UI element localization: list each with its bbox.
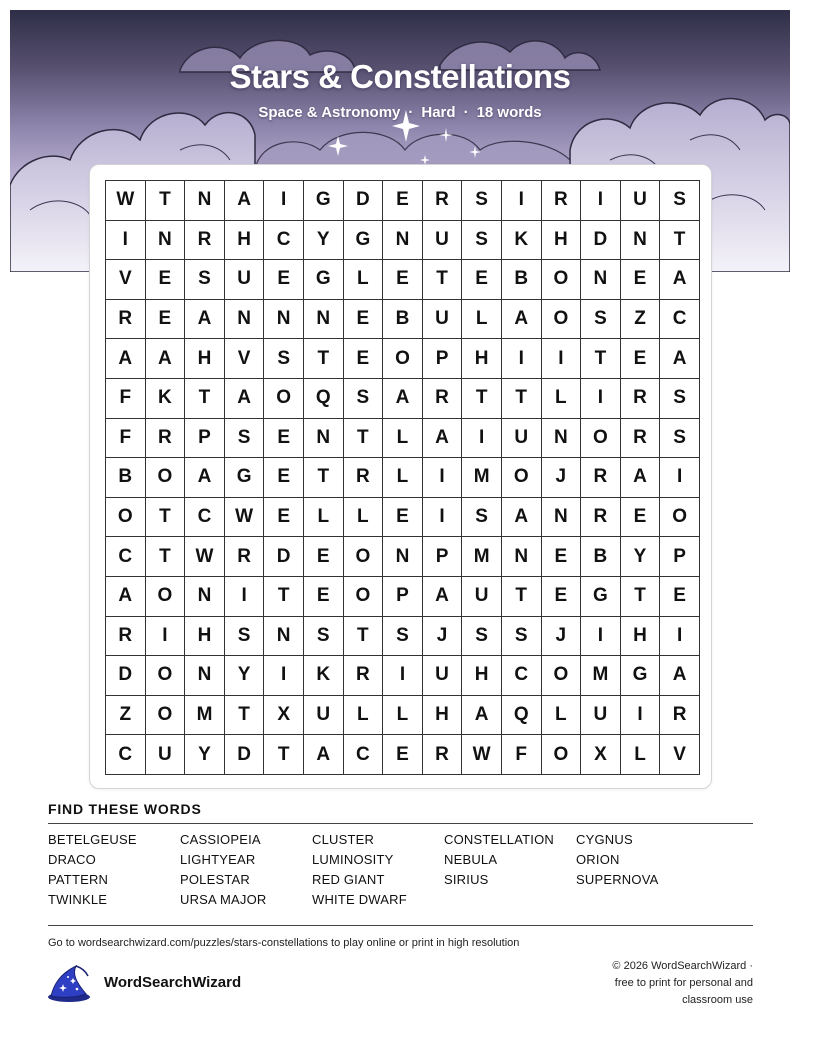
grid-cell[interactable]: S xyxy=(660,181,700,221)
grid-cell[interactable]: A xyxy=(225,379,265,419)
grid-cell[interactable]: I xyxy=(106,221,146,261)
word-list-item: PATTERN xyxy=(48,872,109,887)
word-list-item: SUPERNOVA xyxy=(576,872,659,887)
grid-cell[interactable]: E xyxy=(344,300,384,340)
grid-cell[interactable]: D xyxy=(344,181,384,221)
grid-cell[interactable]: E xyxy=(304,577,344,617)
grid-cell[interactable]: Y xyxy=(225,656,265,696)
grid-cell[interactable]: O xyxy=(106,498,146,538)
grid-cell[interactable]: O xyxy=(542,260,582,300)
grid-cell[interactable]: L xyxy=(344,696,384,736)
grid-cell[interactable]: O xyxy=(542,300,582,340)
grid-cell[interactable]: I xyxy=(581,379,621,419)
grid-cell[interactable]: E xyxy=(621,339,661,379)
grid-cell[interactable]: I xyxy=(581,181,621,221)
grid-cell[interactable]: L xyxy=(383,458,423,498)
grid-cell[interactable]: I xyxy=(462,419,502,459)
grid-cell[interactable]: G xyxy=(225,458,265,498)
grid-cell[interactable]: A xyxy=(106,339,146,379)
grid-cell[interactable]: N xyxy=(146,221,186,261)
grid-cell[interactable]: N xyxy=(185,656,225,696)
grid-cell[interactable]: T xyxy=(344,419,384,459)
grid-cell[interactable]: E xyxy=(383,260,423,300)
grid-cell[interactable]: T xyxy=(621,577,661,617)
grid-cell[interactable]: R xyxy=(106,300,146,340)
grid-cell[interactable]: S xyxy=(383,617,423,657)
grid-cell[interactable]: O xyxy=(660,498,700,538)
grid-cell[interactable]: N xyxy=(542,498,582,538)
grid-cell[interactable]: I xyxy=(621,696,661,736)
grid-cell[interactable]: L xyxy=(542,696,582,736)
grid-cell[interactable]: L xyxy=(542,379,582,419)
word-list-item: TWINKLE xyxy=(48,892,108,907)
grid-cell[interactable]: A xyxy=(621,458,661,498)
grid-cell[interactable]: T xyxy=(146,498,186,538)
grid-cell[interactable]: E xyxy=(660,577,700,617)
grid-cell[interactable]: T xyxy=(146,537,186,577)
word-list-item: WHITE DWARF xyxy=(312,892,407,907)
grid-cell[interactable]: N xyxy=(383,221,423,261)
divider xyxy=(48,823,753,824)
grid-cell[interactable]: N xyxy=(185,181,225,221)
grid-cell[interactable]: R xyxy=(185,221,225,261)
grid-cell[interactable]: C xyxy=(106,735,146,775)
grid-cell[interactable]: E xyxy=(264,260,304,300)
grid-cell[interactable]: I xyxy=(542,339,582,379)
grid-cell[interactable]: T xyxy=(304,339,344,379)
grid-cell[interactable]: Z xyxy=(621,300,661,340)
grid-cell[interactable]: I xyxy=(225,577,265,617)
grid-cell[interactable]: T xyxy=(146,181,186,221)
grid-cell[interactable]: R xyxy=(225,537,265,577)
grid-cell[interactable]: V xyxy=(225,339,265,379)
grid-cell[interactable]: T xyxy=(502,379,542,419)
grid-cell[interactable]: W xyxy=(462,735,502,775)
grid-cell[interactable]: S xyxy=(581,300,621,340)
grid-cell[interactable]: Z xyxy=(106,696,146,736)
grid-cell[interactable]: U xyxy=(423,221,463,261)
grid-cell[interactable]: R xyxy=(621,379,661,419)
grid-cell[interactable]: N xyxy=(264,617,304,657)
grid-cell[interactable]: E xyxy=(146,300,186,340)
grid-cell[interactable]: R xyxy=(660,696,700,736)
grid-cell[interactable]: J xyxy=(423,617,463,657)
grid-cell[interactable]: O xyxy=(344,577,384,617)
grid-cell[interactable]: C xyxy=(185,498,225,538)
grid-cell[interactable]: V xyxy=(106,260,146,300)
grid-cell[interactable]: G xyxy=(344,221,384,261)
grid-cell[interactable]: E xyxy=(542,537,582,577)
grid-cell[interactable]: N xyxy=(542,419,582,459)
grid-cell[interactable]: E xyxy=(383,735,423,775)
grid-cell[interactable]: I xyxy=(146,617,186,657)
grid-cell[interactable]: E xyxy=(264,458,304,498)
grid-cell[interactable]: A xyxy=(225,181,265,221)
grid-cell[interactable]: R xyxy=(146,419,186,459)
grid-cell[interactable]: P xyxy=(185,419,225,459)
grid-cell[interactable]: B xyxy=(106,458,146,498)
grid-cell[interactable]: F xyxy=(106,419,146,459)
grid-cell[interactable]: C xyxy=(502,656,542,696)
grid-cell[interactable]: F xyxy=(106,379,146,419)
grid-cell[interactable]: M xyxy=(581,656,621,696)
grid-cell[interactable]: X xyxy=(581,735,621,775)
grid-cell[interactable]: A xyxy=(185,458,225,498)
grid-cell[interactable]: C xyxy=(264,221,304,261)
grid-cell[interactable]: P xyxy=(383,577,423,617)
grid-cell[interactable]: T xyxy=(264,735,304,775)
grid-cell[interactable]: Y xyxy=(304,221,344,261)
copyright-line: free to print for personal and xyxy=(614,977,753,989)
grid-cell[interactable]: E xyxy=(264,419,304,459)
grid-cell[interactable]: B xyxy=(581,537,621,577)
grid-cell[interactable]: N xyxy=(581,260,621,300)
copyright-line: © 2026 WordSearchWizard · xyxy=(612,960,753,972)
grid-cell[interactable]: H xyxy=(462,656,502,696)
grid-cell[interactable]: A xyxy=(106,577,146,617)
grid-cell[interactable]: I xyxy=(502,181,542,221)
grid-cell[interactable]: G xyxy=(304,260,344,300)
grid-cell[interactable]: W xyxy=(185,537,225,577)
grid-cell[interactable]: I xyxy=(502,339,542,379)
grid-cell[interactable]: R xyxy=(106,617,146,657)
grid-cell[interactable]: S xyxy=(660,419,700,459)
grid-cell[interactable]: S xyxy=(462,617,502,657)
grid-cell[interactable]: N xyxy=(383,537,423,577)
grid-cell[interactable]: A xyxy=(146,339,186,379)
grid-cell[interactable]: C xyxy=(660,300,700,340)
grid-cell[interactable]: C xyxy=(106,537,146,577)
grid-cell[interactable]: L xyxy=(344,260,384,300)
grid-cell[interactable]: T xyxy=(462,379,502,419)
grid-cell[interactable]: N xyxy=(304,300,344,340)
grid-cell[interactable]: T xyxy=(304,458,344,498)
grid-cell[interactable]: U xyxy=(304,696,344,736)
puzzle-subtitle xyxy=(10,104,790,121)
grid-cell[interactable]: O xyxy=(383,339,423,379)
grid-cell[interactable]: A xyxy=(660,656,700,696)
grid-cell[interactable]: T xyxy=(185,379,225,419)
grid-cell[interactable]: R xyxy=(621,419,661,459)
grid-cell[interactable]: S xyxy=(660,379,700,419)
play-online-link[interactable]: Go to wordsearchwizard.com/puzzles/stars-constellations to play online or print in high resolution xyxy=(48,937,520,949)
difficulty-label: Hard xyxy=(421,104,456,121)
letter-grid[interactable] xyxy=(105,180,700,775)
grid-cell[interactable]: K xyxy=(304,656,344,696)
copyright-notice xyxy=(583,958,753,1009)
word-list-heading: FIND THESE WORDS xyxy=(48,801,202,817)
grid-cell[interactable]: M xyxy=(462,537,502,577)
grid-cell[interactable]: U xyxy=(621,181,661,221)
grid-cell[interactable]: U xyxy=(462,577,502,617)
grid-cell[interactable]: V xyxy=(660,735,700,775)
grid-cell[interactable]: T xyxy=(502,577,542,617)
word-list-item: URSA MAJOR xyxy=(180,892,267,907)
grid-cell[interactable]: D xyxy=(106,656,146,696)
grid-cell[interactable]: A xyxy=(502,498,542,538)
grid-cell[interactable]: S xyxy=(225,419,265,459)
grid-cell[interactable]: U xyxy=(423,300,463,340)
grid-cell[interactable]: R xyxy=(423,735,463,775)
grid-cell[interactable]: O xyxy=(542,656,582,696)
grid-cell[interactable]: E xyxy=(462,260,502,300)
wizard-hat-icon xyxy=(46,964,92,1004)
grid-cell[interactable]: E xyxy=(542,577,582,617)
grid-cell[interactable]: L xyxy=(462,300,502,340)
grid-cell[interactable]: H xyxy=(462,339,502,379)
grid-cell[interactable]: H xyxy=(185,617,225,657)
grid-cell[interactable]: L xyxy=(383,696,423,736)
grid-cell[interactable]: O xyxy=(264,379,304,419)
grid-cell[interactable]: Q xyxy=(304,379,344,419)
grid-cell[interactable]: D xyxy=(264,537,304,577)
grid-cell[interactable]: H xyxy=(621,617,661,657)
grid-cell[interactable]: O xyxy=(344,537,384,577)
word-list-item: DRACO xyxy=(48,852,96,867)
grid-cell[interactable]: P xyxy=(660,537,700,577)
grid-cell[interactable]: O xyxy=(146,458,186,498)
grid-cell[interactable]: R xyxy=(423,379,463,419)
grid-cell[interactable]: T xyxy=(225,696,265,736)
grid-cell[interactable]: T xyxy=(660,221,700,261)
grid-cell[interactable]: E xyxy=(383,498,423,538)
grid-cell[interactable]: L xyxy=(621,735,661,775)
grid-cell[interactable]: T xyxy=(264,577,304,617)
grid-cell[interactable]: R xyxy=(581,498,621,538)
word-list-item: POLESTAR xyxy=(180,872,250,887)
word-list-item: LIGHTYEAR xyxy=(180,852,256,867)
word-list-item: NEBULA xyxy=(444,852,498,867)
grid-cell[interactable]: Y xyxy=(185,735,225,775)
grid-cell[interactable]: U xyxy=(502,419,542,459)
grid-cell[interactable]: X xyxy=(264,696,304,736)
grid-cell[interactable]: S xyxy=(462,498,502,538)
grid-cell[interactable]: S xyxy=(264,339,304,379)
grid-cell[interactable]: L xyxy=(383,419,423,459)
word-list-item: CASSIOPEIA xyxy=(180,832,261,847)
divider xyxy=(48,925,753,926)
category-label: Space & Astronomy xyxy=(258,104,401,121)
grid-cell[interactable]: T xyxy=(344,617,384,657)
grid-cell[interactable]: L xyxy=(304,498,344,538)
grid-cell[interactable]: N xyxy=(225,300,265,340)
grid-cell[interactable]: I xyxy=(423,458,463,498)
grid-cell[interactable]: R xyxy=(542,181,582,221)
grid-cell[interactable]: O xyxy=(146,577,186,617)
grid-cell[interactable]: O xyxy=(146,696,186,736)
grid-cell[interactable]: A xyxy=(383,379,423,419)
grid-cell[interactable]: D xyxy=(225,735,265,775)
puzzle-title: Stars & Constellations xyxy=(229,58,571,95)
grid-cell[interactable]: K xyxy=(146,379,186,419)
word-list-item: CONSTELLATION xyxy=(444,832,554,847)
grid-cell[interactable]: I xyxy=(264,656,304,696)
word-list xyxy=(48,832,753,908)
grid-cell[interactable]: Y xyxy=(621,537,661,577)
separator-dot: · xyxy=(408,104,414,121)
grid-cell[interactable]: W xyxy=(225,498,265,538)
word-list-item: ORION xyxy=(576,852,620,867)
grid-cell[interactable]: S xyxy=(462,221,502,261)
grid-cell[interactable]: S xyxy=(462,181,502,221)
grid-cell[interactable]: S xyxy=(225,617,265,657)
grid-cell[interactable]: J xyxy=(542,617,582,657)
grid-cell[interactable]: A xyxy=(660,260,700,300)
grid-cell[interactable]: G xyxy=(621,656,661,696)
grid-cell[interactable]: A xyxy=(423,419,463,459)
grid-cell[interactable]: S xyxy=(304,617,344,657)
grid-cell[interactable]: R xyxy=(344,656,384,696)
grid-cell[interactable]: J xyxy=(542,458,582,498)
grid-cell[interactable]: I xyxy=(264,181,304,221)
grid-cell[interactable]: E xyxy=(344,339,384,379)
grid-cell[interactable]: N xyxy=(502,537,542,577)
grid-cell[interactable]: H xyxy=(185,339,225,379)
grid-cell[interactable]: P xyxy=(423,537,463,577)
grid-cell[interactable]: A xyxy=(462,696,502,736)
grid-cell[interactable]: A xyxy=(185,300,225,340)
grid-cell[interactable]: O xyxy=(542,735,582,775)
grid-cell[interactable]: D xyxy=(581,221,621,261)
word-list-item: BETELGEUSE xyxy=(48,832,137,847)
grid-cell[interactable]: W xyxy=(106,181,146,221)
word-list-item: LUMINOSITY xyxy=(312,852,394,867)
grid-cell[interactable]: A xyxy=(502,300,542,340)
word-list-item: SIRIUS xyxy=(444,872,489,887)
grid-cell[interactable]: T xyxy=(423,260,463,300)
puzzle-grid-card xyxy=(89,164,712,789)
grid-cell[interactable]: I xyxy=(383,656,423,696)
grid-cell[interactable]: S xyxy=(185,260,225,300)
copyright-line: classroom use xyxy=(682,994,753,1006)
grid-cell[interactable]: R xyxy=(423,181,463,221)
grid-cell[interactable]: I xyxy=(660,617,700,657)
grid-cell[interactable]: R xyxy=(581,458,621,498)
grid-cell[interactable]: S xyxy=(344,379,384,419)
grid-cell[interactable]: E xyxy=(621,498,661,538)
grid-cell[interactable]: B xyxy=(502,260,542,300)
grid-cell[interactable]: N xyxy=(264,300,304,340)
grid-cell[interactable]: E xyxy=(146,260,186,300)
word-list-item: CLUSTER xyxy=(312,832,375,847)
grid-cell[interactable]: M xyxy=(185,696,225,736)
word-count-label: 18 words xyxy=(476,104,542,121)
grid-cell[interactable]: U xyxy=(581,696,621,736)
grid-cell[interactable]: C xyxy=(344,735,384,775)
grid-cell[interactable]: I xyxy=(581,617,621,657)
grid-cell[interactable]: H xyxy=(542,221,582,261)
grid-cell[interactable]: A xyxy=(423,577,463,617)
grid-cell[interactable]: N xyxy=(185,577,225,617)
grid-cell[interactable]: A xyxy=(660,339,700,379)
grid-cell[interactable]: N xyxy=(621,221,661,261)
grid-cell[interactable]: E xyxy=(264,498,304,538)
grid-cell[interactable]: H xyxy=(225,221,265,261)
grid-cell[interactable]: U xyxy=(146,735,186,775)
grid-cell[interactable]: O xyxy=(581,419,621,459)
grid-cell[interactable]: O xyxy=(146,656,186,696)
grid-cell[interactable]: E xyxy=(304,537,344,577)
grid-cell[interactable]: I xyxy=(423,498,463,538)
grid-cell[interactable]: N xyxy=(304,419,344,459)
grid-cell[interactable]: I xyxy=(660,458,700,498)
grid-cell[interactable]: P xyxy=(423,339,463,379)
grid-cell[interactable]: R xyxy=(344,458,384,498)
grid-cell[interactable]: S xyxy=(502,617,542,657)
separator-dot: · xyxy=(463,104,469,121)
grid-cell[interactable]: H xyxy=(423,696,463,736)
grid-cell[interactable]: G xyxy=(581,577,621,617)
grid-cell[interactable]: O xyxy=(502,458,542,498)
grid-cell[interactable]: Q xyxy=(502,696,542,736)
word-list-item: CYGNUS xyxy=(576,832,633,847)
grid-cell[interactable]: A xyxy=(304,735,344,775)
grid-cell[interactable]: K xyxy=(502,221,542,261)
grid-cell[interactable]: L xyxy=(344,498,384,538)
grid-cell[interactable]: E xyxy=(383,181,423,221)
word-list-item: RED GIANT xyxy=(312,872,385,887)
grid-cell[interactable]: T xyxy=(581,339,621,379)
grid-cell[interactable]: F xyxy=(502,735,542,775)
grid-cell[interactable]: U xyxy=(225,260,265,300)
grid-cell[interactable]: B xyxy=(383,300,423,340)
grid-cell[interactable]: E xyxy=(621,260,661,300)
grid-cell[interactable]: G xyxy=(304,181,344,221)
grid-cell[interactable]: U xyxy=(423,656,463,696)
grid-cell[interactable]: M xyxy=(462,458,502,498)
brand-name[interactable]: WordSearchWizard xyxy=(104,974,242,991)
